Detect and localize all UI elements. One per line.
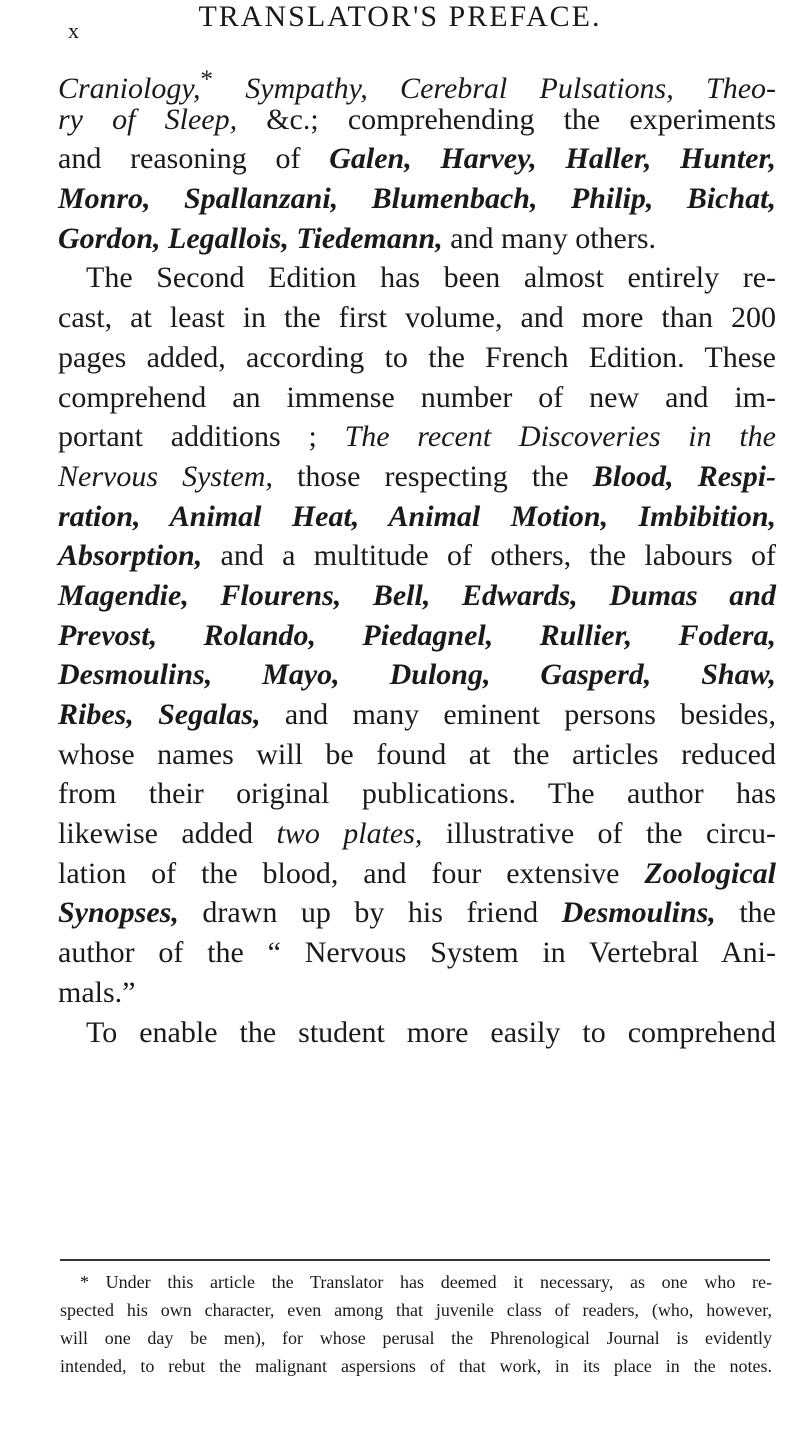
text-line: author of the “ Nervous System in Vertebral Ani- [58,936,776,970]
subject-terms: Absorption, [58,539,203,573]
author-names: Prevost, Rolando, Piedagnel, Rullier, Fodera, [58,618,776,652]
text-line [58,100,776,140]
text-line [58,60,776,105]
footnote [60,1268,772,1380]
subject-terms: ration, Animal Heat, Animal Motion, Imbibition, [58,499,776,533]
text-run: drawn up by his friend [178,896,562,930]
italic-term: Nervous System, [58,459,273,493]
author-names: Ribes, Segalas, [58,698,261,731]
text-line [58,457,776,497]
text-line [58,139,776,179]
text-run: likewise added [58,817,277,851]
text-run: &c.; comprehending the experiments [237,102,776,136]
text-line [58,893,776,933]
subject-terms: Synopses, [58,896,179,930]
text-line [58,576,776,616]
text-line [58,536,776,576]
text-line [58,814,776,854]
text-run: those respecting the [272,459,593,493]
italic-term: ry of Sleep, [58,102,238,136]
author-names: Galen, Harvey, Haller, Hunter, [329,142,776,176]
text-line: from their original publications. The author has [58,777,776,811]
text-line [58,655,776,695]
author-names: Gordon, Legallois, Tiedemann, [58,221,443,255]
text-line [58,854,776,894]
text-line: whose names will be found at the articles reduced [58,737,776,771]
footnote-divider [60,1259,770,1261]
italic-term: two plates, [276,817,423,851]
author-names: Desmoulins, Mayo, Dulong, Gasperd, Shaw, [58,658,776,692]
text-run: and reasoning of [58,142,330,176]
footnote-line: intended, to rebut the malignant aspersions of that work, in its place in the notes. [60,1356,772,1376]
running-header: TRANSLATOR'S PREFACE. [198,0,602,33]
text-line [58,417,776,457]
main-text [58,60,776,1052]
text-run: and a multitude of others, the labours of [202,539,776,573]
footnote-line: will one day be men), for whose perusal the Phrenological Journal is evidently [60,1328,772,1348]
text-line: mals.” [58,975,136,1009]
text-run: illustrative of the circu- [422,817,776,851]
text-line: cast, at least in the first volume, and more than 200 [58,301,776,335]
text-run: the [715,896,776,930]
footnote-line: * Under this article the Translator has deemed it necessary, as one who re- [80,1272,772,1292]
text-run: and many others. [442,221,657,255]
text-run: and many eminent persons besides, [260,698,776,731]
italic-term: Sympathy, Cerebral Pulsations, Theo- [213,72,776,105]
text-line: To enable the student more easily to comprehend [86,1015,776,1049]
text-run: lation of the blood, and four extensive [58,856,645,890]
author-names: Desmoulins, [561,896,716,930]
text-line: comprehend an immense number of new and im- [58,380,776,414]
text-line [58,497,776,537]
author-names: Monro, Spallanzani, Blumenbach, Philip, Bichat, [58,182,776,216]
text-line: The Second Edition has been almost entirely re- [86,261,776,295]
italic-term: Craniology, [58,72,201,105]
author-names: Magendie, Flourens, Bell, Edwards, Dumas and [58,578,776,612]
subject-terms: Zoological [644,856,776,890]
italic-term: The recent Discoveries in the [344,420,777,454]
footnote-line: spected his own character, even among that juvenile class of readers, (who, however, [60,1300,772,1320]
text-line [58,219,776,259]
page-number: x [68,18,80,43]
text-line [58,695,776,735]
text-line: pages added, according to the French Edition. These [58,340,776,374]
footnote-marker: * [200,66,214,93]
text-line [58,179,776,219]
text-run: portant additions ; [58,420,345,454]
text-line [58,616,776,656]
subject-terms: Blood, Respi- [592,459,777,493]
